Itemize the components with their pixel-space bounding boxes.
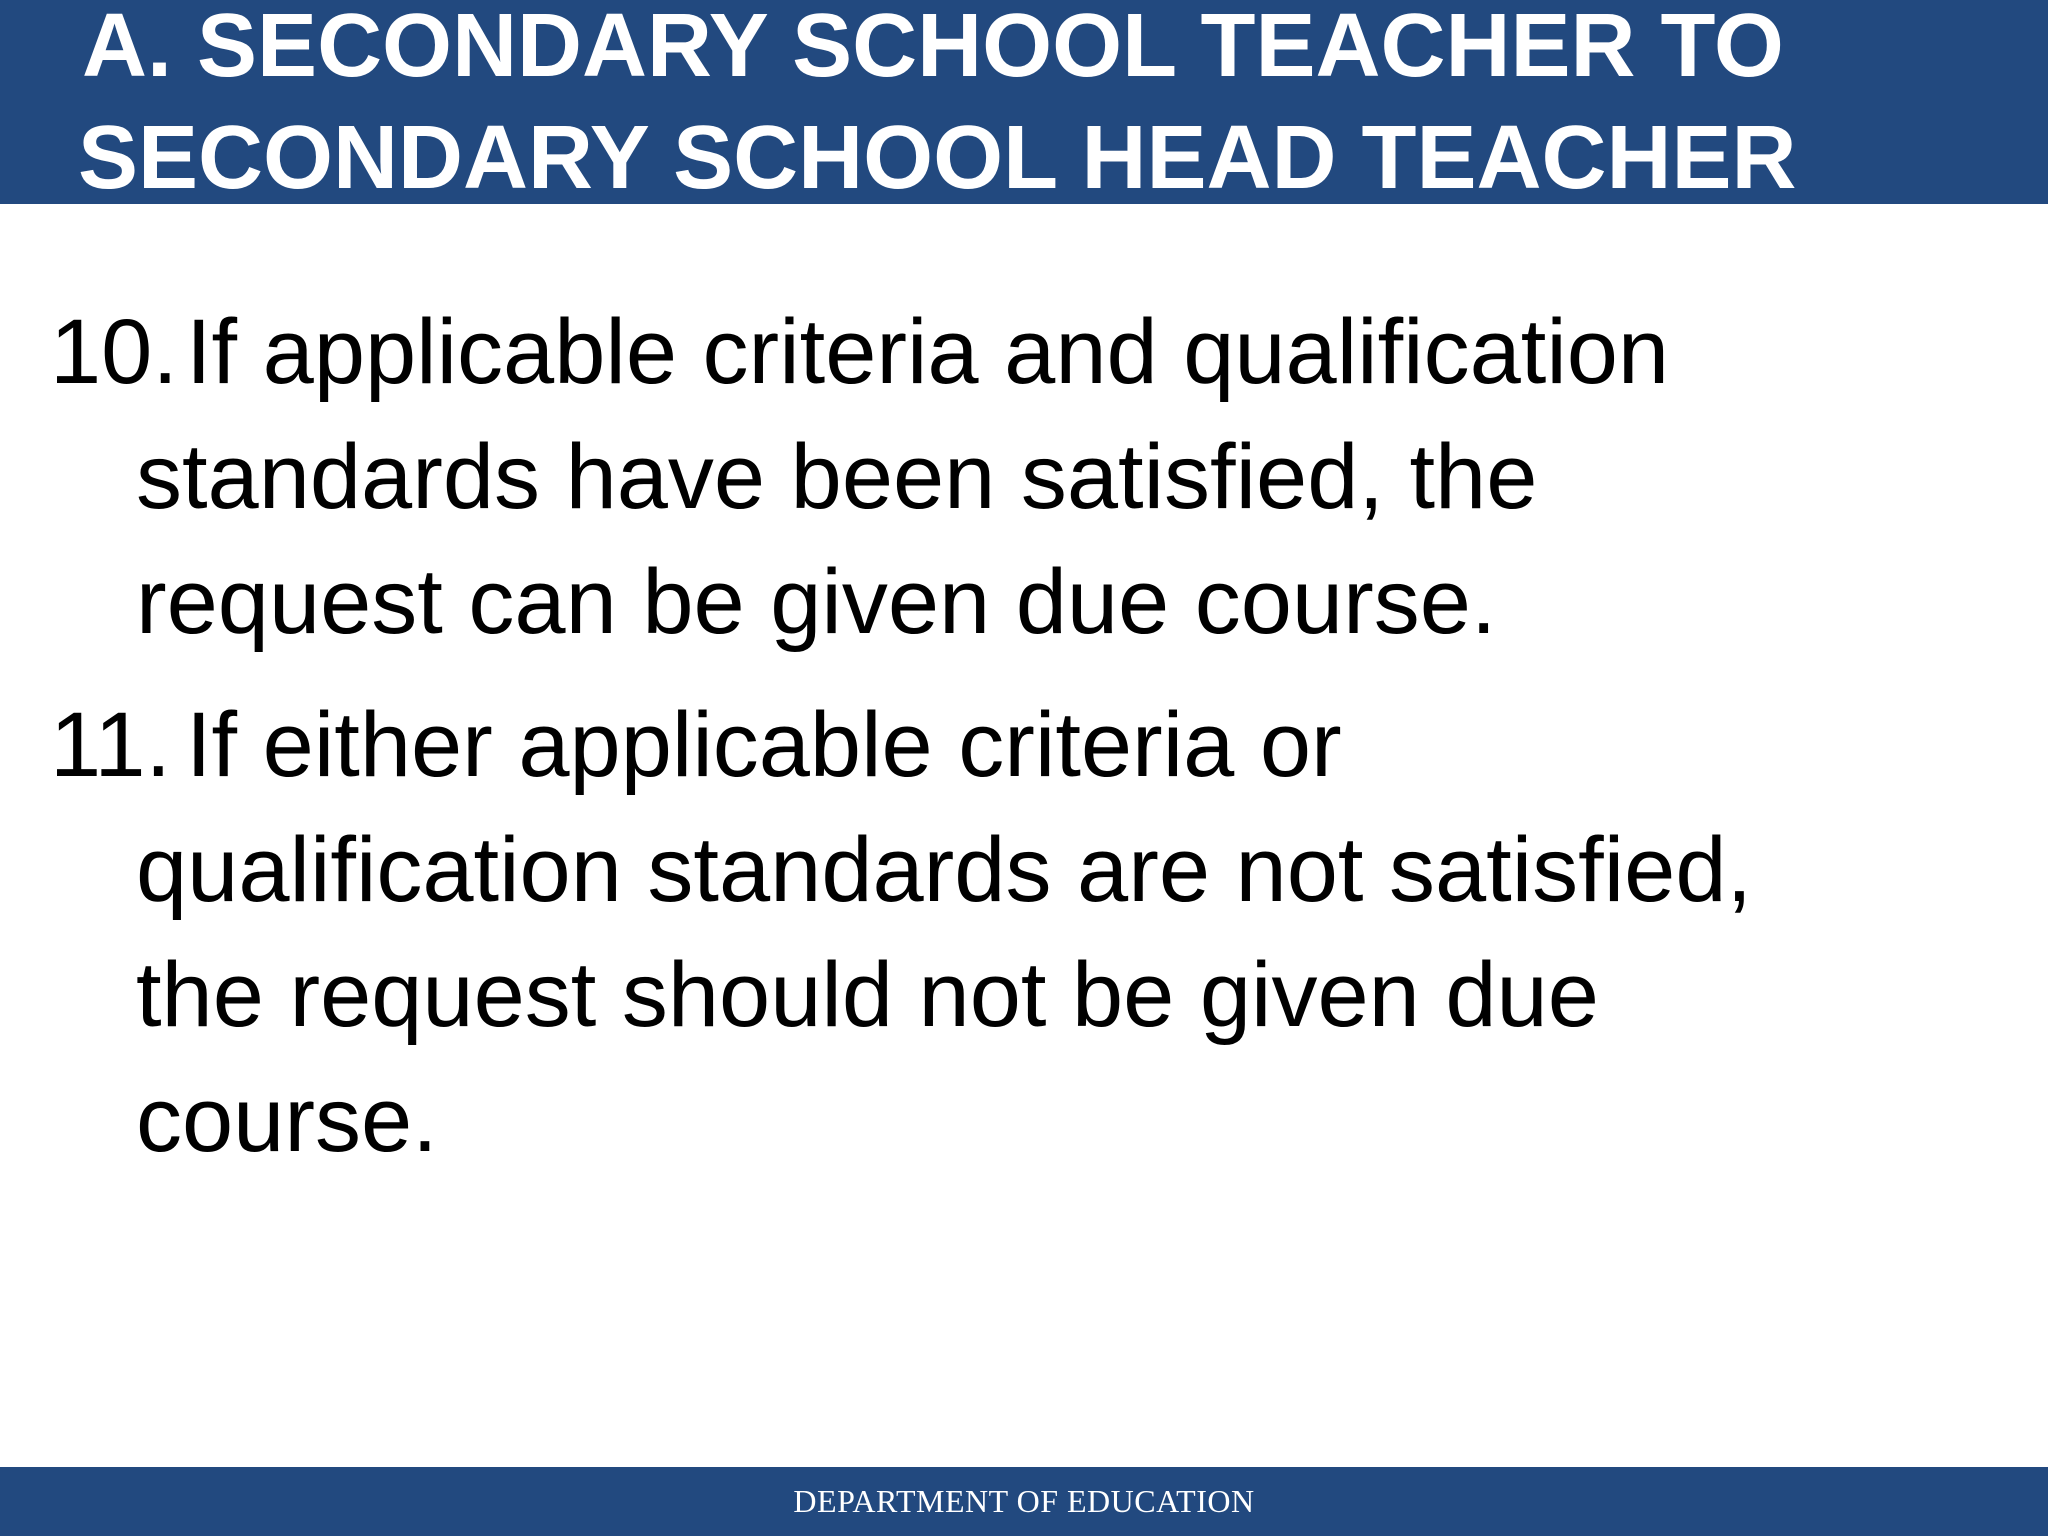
slide-title-bar bbox=[0, 0, 2048, 208]
list-item-text-line: course. bbox=[136, 1069, 438, 1171]
list-item-text-line: standards have been satisfied, the bbox=[136, 426, 1538, 528]
list-item-text-line: If either applicable criteria or bbox=[186, 694, 1342, 796]
list-item-10 bbox=[50, 290, 2010, 665]
list-item-text-line: the request should not be given due bbox=[136, 944, 1599, 1046]
list-item-number: 10. bbox=[50, 301, 178, 403]
list-item-text-line: request can be given due course. bbox=[136, 551, 1497, 653]
footer-bar bbox=[0, 1467, 2048, 1536]
slide-title-line-1: A. SECONDARY SCHOOL TEACHER TO bbox=[82, 0, 1784, 96]
list-item-11 bbox=[50, 683, 2010, 1183]
slide-title-line-2: SECONDARY SCHOOL HEAD TEACHER bbox=[78, 108, 1797, 208]
list-item-text-line: qualification standards are not satisfied, bbox=[136, 819, 1753, 921]
list-item-number: 11. bbox=[50, 694, 172, 796]
footer-department-label: DEPARTMENT OF EDUCATION bbox=[793, 1483, 1255, 1519]
list-item-text-line: If applicable criteria and qualification bbox=[186, 301, 1670, 403]
numbered-list bbox=[50, 290, 2010, 1183]
